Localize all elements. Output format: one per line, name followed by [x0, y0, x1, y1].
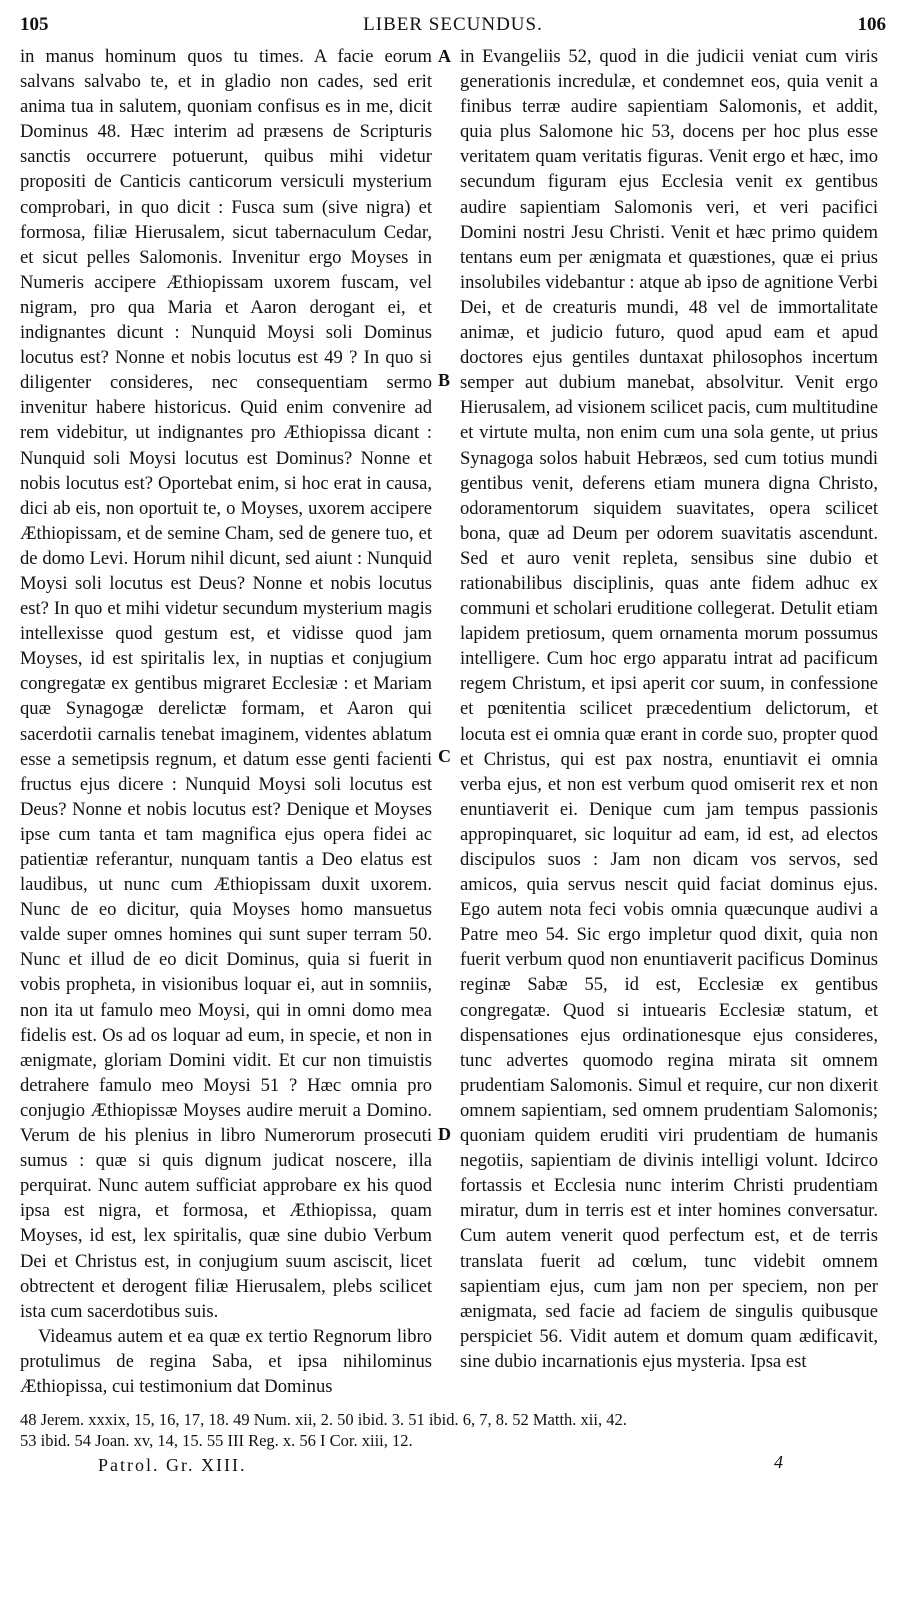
- left-paragraph-2: Videamus autem et ea quæ ex tertio Regnorum libro protulimus de regina Saba, et ipsa nihilominus Æthiopissa, cui testimonium dat Dominus: [20, 1325, 432, 1397]
- page-header: [20, 14, 886, 40]
- footnote-line-2: 53 ibid. 54 Joan. xv, 14, 15. 55 III Reg. x. 56 I Cor. xiii, 12.: [20, 1431, 413, 1450]
- left-column: [20, 44, 432, 1399]
- footnotes: [20, 1409, 880, 1451]
- margin-letter-b: B: [438, 370, 451, 390]
- page-number-right: 106: [857, 14, 886, 35]
- right-column: [460, 44, 878, 1374]
- margin-letter-a: A: [438, 46, 451, 66]
- footnote-line-1: 48 Jerem. xxxix, 15, 16, 17, 18. 49 Num. xii, 2. 50 ibid. 3. 51 ibid. 6, 7, 8. 52 Matth. xii, 42.: [20, 1410, 627, 1429]
- footer-sheet-number: 4: [774, 1452, 783, 1472]
- margin-letter-c: C: [438, 746, 451, 766]
- running-title: LIBER SECUNDUS.: [363, 14, 543, 35]
- page-number-left: 105: [20, 14, 49, 35]
- footer-signature: Patrol. Gr. XIII.: [98, 1455, 247, 1475]
- right-paragraph-1: in Evangeliis 52, quod in die judicii veniat cum viris generationis incredulæ, et condemnet eos, quia venit a finibus terræ audire sapientiam Salomonis, et addit, quia plus Salomone hic 53, docens per hoc plus esse veritatem quam veritatis figuras. Venit ergo et hæc, imo secundum figuram ejus Ecclesia venit ex gentibus audire sapientiam Salomonis veri, et veri pacifici Domini nostri Jesu Christi. Venit et hæc primo quidem tentans eum per ænigmata et quæstiones, quæ ei prius insolubiles videbantur : atque ab ipso de agnitione Verbi Dei, et de creaturis mundi, 48 vel de immortalitate animæ, et judicio futuro, quod apud eam et apud doctores ejus gentiles duntaxat philosophos incertum semper aut dubium manebat, absolvitur. Venit ergo Hierusalem, ad visionem scilicet pacis, cum multitudine et virtute multa, non enim cum una sola gente, ut prius Synagoga solos habuit Hebræos, sed cum totius mundi gentibus venit, deferens etiam munera digna Christo, odoramentorum siquidem suavitates, opera scilicet bona, quæ ad Deum per odorem suavitatis ascendunt. Sed et auro venit repleta, sensibus sine dubio et rationabilibus disciplinis, quas ante fidem adhuc ex communi et scholari eruditione collegerat. Detulit etiam lapidem pretiosum, quem ornamenta morum possumus intelligere. Cum hoc ergo apparatu intrat ad pacificum regem Christum, et ipsi aperit cor suum, in confessione et pœnitentia scilicet præcedentium delictorum, et locuta est ei omnia quæ erant in corde suo, propter quod et Christus, qui est pax nostra, enuntiavit ei omnia verba ejus, et non est verbum quod omiserit rex et non enuntiaverit ei. Denique cum jam tempus passionis appropinquaret, sic loquitur ad eam, id est, ad electos discipulos suos : Jam non dicam vos servos, sed amicos, quia servus nescit quid faciat dominus ejus. Ego autem nota feci vobis omnia quæcunque audivi a Patre meo 54. Sic ergo impletur quod dixit, quia non fuerit verbum quod non enuntiaverit pacificus Dominus reginæ Sabæ 55, id est, Ecclesiæ ex gentibus congregatæ. Quod si intuearis Ecclesiæ statum, et dispensationes ejus ordinationesque ejus consideres, tunc advertes quomodo regina mirata sit omnem prudentiam Salomonis. Simul et require, cur non dixerit omnem sapientiam, sed omnem prudentiam Salomonis; quoniam quidem eruditi viri prudentiam de humanis negotiis, sapientiam de divinis intelligi volunt. Idcirco fortassis et Ecclesia nunc interim Christi prudentiam miratur, dum in terris est et inter homines conversatur. Cum autem venerit quod perfectum est, et de terris translata fuerit ad cœlum, tunc videbit omnem sapientiam ejus, cum jam non per speciem, non per ænigmata, sed facie ad faciem de singulis quibusque perspiciet 56. Vidit autem et domum quam ædificavit, sine dubio incarnationis ejus mysteria. Ipsa est: [460, 46, 878, 1372]
- left-paragraph-1: in manus hominum quos tu times. A facie eorum salvans salvabo te, et in gladio non cades, sed erit anima tua in salutem, quoniam confisus es in me, dicit Dominus 48. Hæc interim ad præsens de Scripturis sanctis occurrere potuerunt, quibus mihi videtur propositi de Canticis canticorum versiculi mysterium comprobari, in quo dicit : Fusca sum (sive nigra) et formosa, filiæ Hierusalem, sicut tabernaculum Cedar, et sicut pelles Salomonis. Invenitur ergo Moyses in Numeris accipere Æthiopissam uxorem fuscam, vel nigram, pro qua Maria et Aaron derogant ei, et indignantes dicunt : Nunquid Moysi soli Dominus locutus est? Nonne et nobis locutus est 49 ? In quo si diligenter consideres, nec consequentiam sermo invenitur habere historicus. Quid enim convenire ad rem videbitur, ut indignantes pro Æthiopissa dicant : Nunquid soli Moysi locutus est Dominus? Nonne et nobis locutus est? Oportebat enim, si hoc erat in causa, dici ab eis, non oportuit te, o Moyses, uxorem accipere Æthiopissam, et de semine Cham, sed de genere tuo, et de domo Levi. Horum nihil dicunt, sed aiunt : Nunquid Moysi soli locutus est Deus? Nonne et nobis locutus est? In quo et mihi videtur secundum mysterium magis intellexisse quod gestum est, et vidisse quod jam Moyses, id est spiritalis lex, in nuptias et conjugium congregatæ ex gentibus migraret Ecclesiæ : et Mariam quæ Synagogæ derelictæ formam, et Aaron qui sacerdotii carnalis tenebat imaginem, videntes ablatum esse a semetipsis regnum, et datum esse genti facienti fructus ejus dicere : Nunquid Moysi soli locutus est Deus? Nonne et nobis locutus est? Denique et Moyses ipse cum tanta et tam magnifica ejus opera fidei ac patientiæ referantur, nunquam tantis a Deo elatus est laudibus, ut nunc cum Æthiopissam duxit uxorem. Nunc de eo dicitur, quia Moyses homo mansuetus valde super omnes homines qui sunt super terram 50. Nunc et illud de eo dicit Dominus, quia si fuerit in vobis propheta, in visionibus loquar ei, aut in somniis, non ita ut famulo meo Moysi, qui in omni domo mea fidelis est. Os ad os loquar ad eum, in specie, et non in ænigmate, gloriam Domini vidit. Et cur non timuistis detrahere famulo meo Moysi 51 ? Hæc omnia pro conjugio Æthiopissæ Moyses audire meruit a Domino. Verum de his plenius in libro Numerorum prosecuti sumus : quæ si quis dignum judicat noscere, illa perquirat. Nunc autem sufficiat approbare ex his quod ipsa est nigra, et formosa, et Æthiopissa, quam Moyses, id est, lex spiritalis, quæ sine dubio Verbum Dei et Christus est, in conjugium suum asciscit, licet obtrectent et derogent filiæ Hierusalem, plebs scilicet ista cum sacerdotibus suis.: [20, 46, 432, 1322]
- margin-letter-d: D: [438, 1124, 451, 1144]
